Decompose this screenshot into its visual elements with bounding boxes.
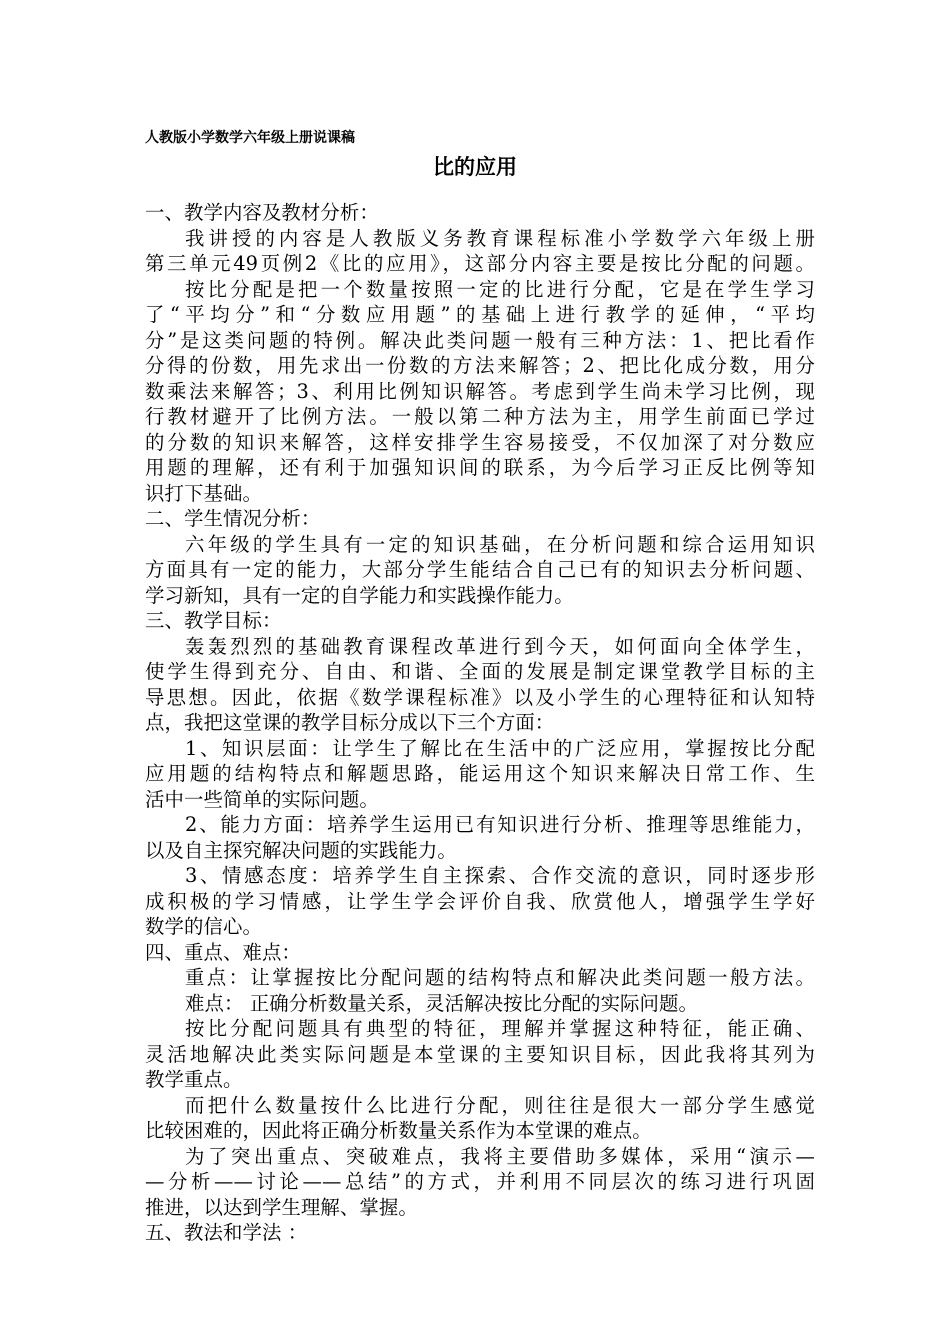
- text-line: 行教材避开了比例方法。一般以第二种方法为主，用学生前面已学过: [145, 405, 815, 428]
- text-line: 了“平均分”和“分数应用题”的基础上进行教学的延伸，“平均: [145, 303, 815, 326]
- text-line: 3、情感态度：培养学生自主探索、合作交流的意识，同时逐步形: [185, 864, 815, 887]
- text-line: 灵活地解决此类实际问题是本堂课的主要知识目标，因此我将其列为: [145, 1042, 815, 1066]
- text-line: 我讲授的内容是人教版义务教育课程标准小学数学六年级上册: [185, 226, 815, 250]
- text-line: 重点：让掌握按比分配问题的结构特点和解决此类问题一般方法。: [185, 966, 815, 989]
- text-line: 四、重点、难点：: [145, 940, 301, 964]
- text-line: 数乘法来解答；3、利用比例知识解答。考虑到学生尚未学习比例，现: [145, 379, 815, 403]
- document-body: [145, 200, 815, 1246]
- text-line: —分析——讨论——总结”的方式，并利用不同层次的练习进行巩固: [145, 1170, 815, 1193]
- text-line: 第三单元49页例2《比的应用》，这部分内容主要是按比分配的问题。: [145, 252, 815, 275]
- text-line: 使学生得到充分、自由、和谐、全面的发展是制定课堂教学目标的主: [145, 660, 815, 683]
- text-line: 按比分配是把一个数量按照一定的比进行分配，它是在学生学习: [185, 277, 815, 301]
- text-line: 成积极的学习情感，让学生学会评价自我、欣赏他人，增强学生学好: [145, 889, 815, 913]
- text-line: 为了突出重点、突破难点，我将主要借助多媒体，采用“演示—: [185, 1144, 815, 1168]
- text-line: 而把什么数量按什么比进行分配，则往往是很大一部分学生感觉: [185, 1093, 815, 1117]
- document-header: 人教版小学数学六年级上册说课稿: [145, 130, 355, 146]
- text-line: 六年级的学生具有一定的知识基础，在分析问题和综合运用知识: [185, 532, 815, 556]
- text-line: 的分数的知识来解答，这样安排学生容易接受，不仅加深了对分数应: [145, 430, 815, 454]
- text-line: 点，我把这堂课的教学目标分成以下三个方面：: [145, 711, 555, 734]
- text-line: 轰轰烈烈的基础教育课程改革进行到今天，如何面向全体学生，: [185, 634, 815, 658]
- text-line: 活中一些简单的实际问题。: [145, 787, 379, 811]
- text-line: 二、学生情况分析：: [145, 507, 321, 530]
- text-line: 分得的份数，用先求出一份数的方法来解答；2、把比化成分数，用分: [145, 354, 815, 377]
- text-line: 推进，以达到学生理解、掌握。: [145, 1195, 418, 1219]
- text-line: 用题的理解，还有利于加强知识间的联系，为今后学习正反比例等知: [145, 456, 815, 479]
- text-line: 按比分配问题具有典型的特征，理解并掌握这种特征，能正确、: [185, 1017, 815, 1040]
- text-line: 数学的信心。: [145, 915, 262, 938]
- text-line: 以及自主探究解决问题的实践能力。: [145, 838, 457, 862]
- document-title: 比的应用: [433, 155, 517, 179]
- text-line: 难点： 正确分析数量关系，灵活解决按比分配的实际问题。: [185, 991, 699, 1015]
- text-line: 三、教学目标：: [145, 609, 282, 632]
- text-line: 分”是这类问题的特例。解决此类问题一般有三种方法：1、把比看作: [145, 328, 815, 352]
- text-line: 比较困难的，因此将正确分析数量关系作为本堂课的难点。: [145, 1119, 652, 1142]
- text-line: 1、知识层面：让学生了解比在生活中的广泛应用，掌握按比分配: [185, 736, 815, 760]
- text-line: 五、教法和学法 ：: [145, 1221, 308, 1244]
- text-line: 识打下基础。: [145, 481, 262, 505]
- text-line: 2、能力方面：培养学生运用已有知识进行分析、推理等思维能力，: [185, 813, 815, 836]
- text-line: 一、教学内容及教材分析：: [145, 201, 379, 224]
- text-line: 学习新知，具有一定的自学能力和实践操作能力。: [145, 583, 574, 607]
- text-line: 应用题的结构特点和解题思路，能运用这个知识来解决日常工作、生: [145, 762, 815, 785]
- text-line: 教学重点。: [145, 1068, 243, 1091]
- text-line: 导思想。因此，依据《数学课程标准》以及小学生的心理特征和认知特: [145, 685, 815, 709]
- text-line: 方面具有一定的能力，大部分学生能结合自己已有的知识去分析问题、: [145, 558, 815, 581]
